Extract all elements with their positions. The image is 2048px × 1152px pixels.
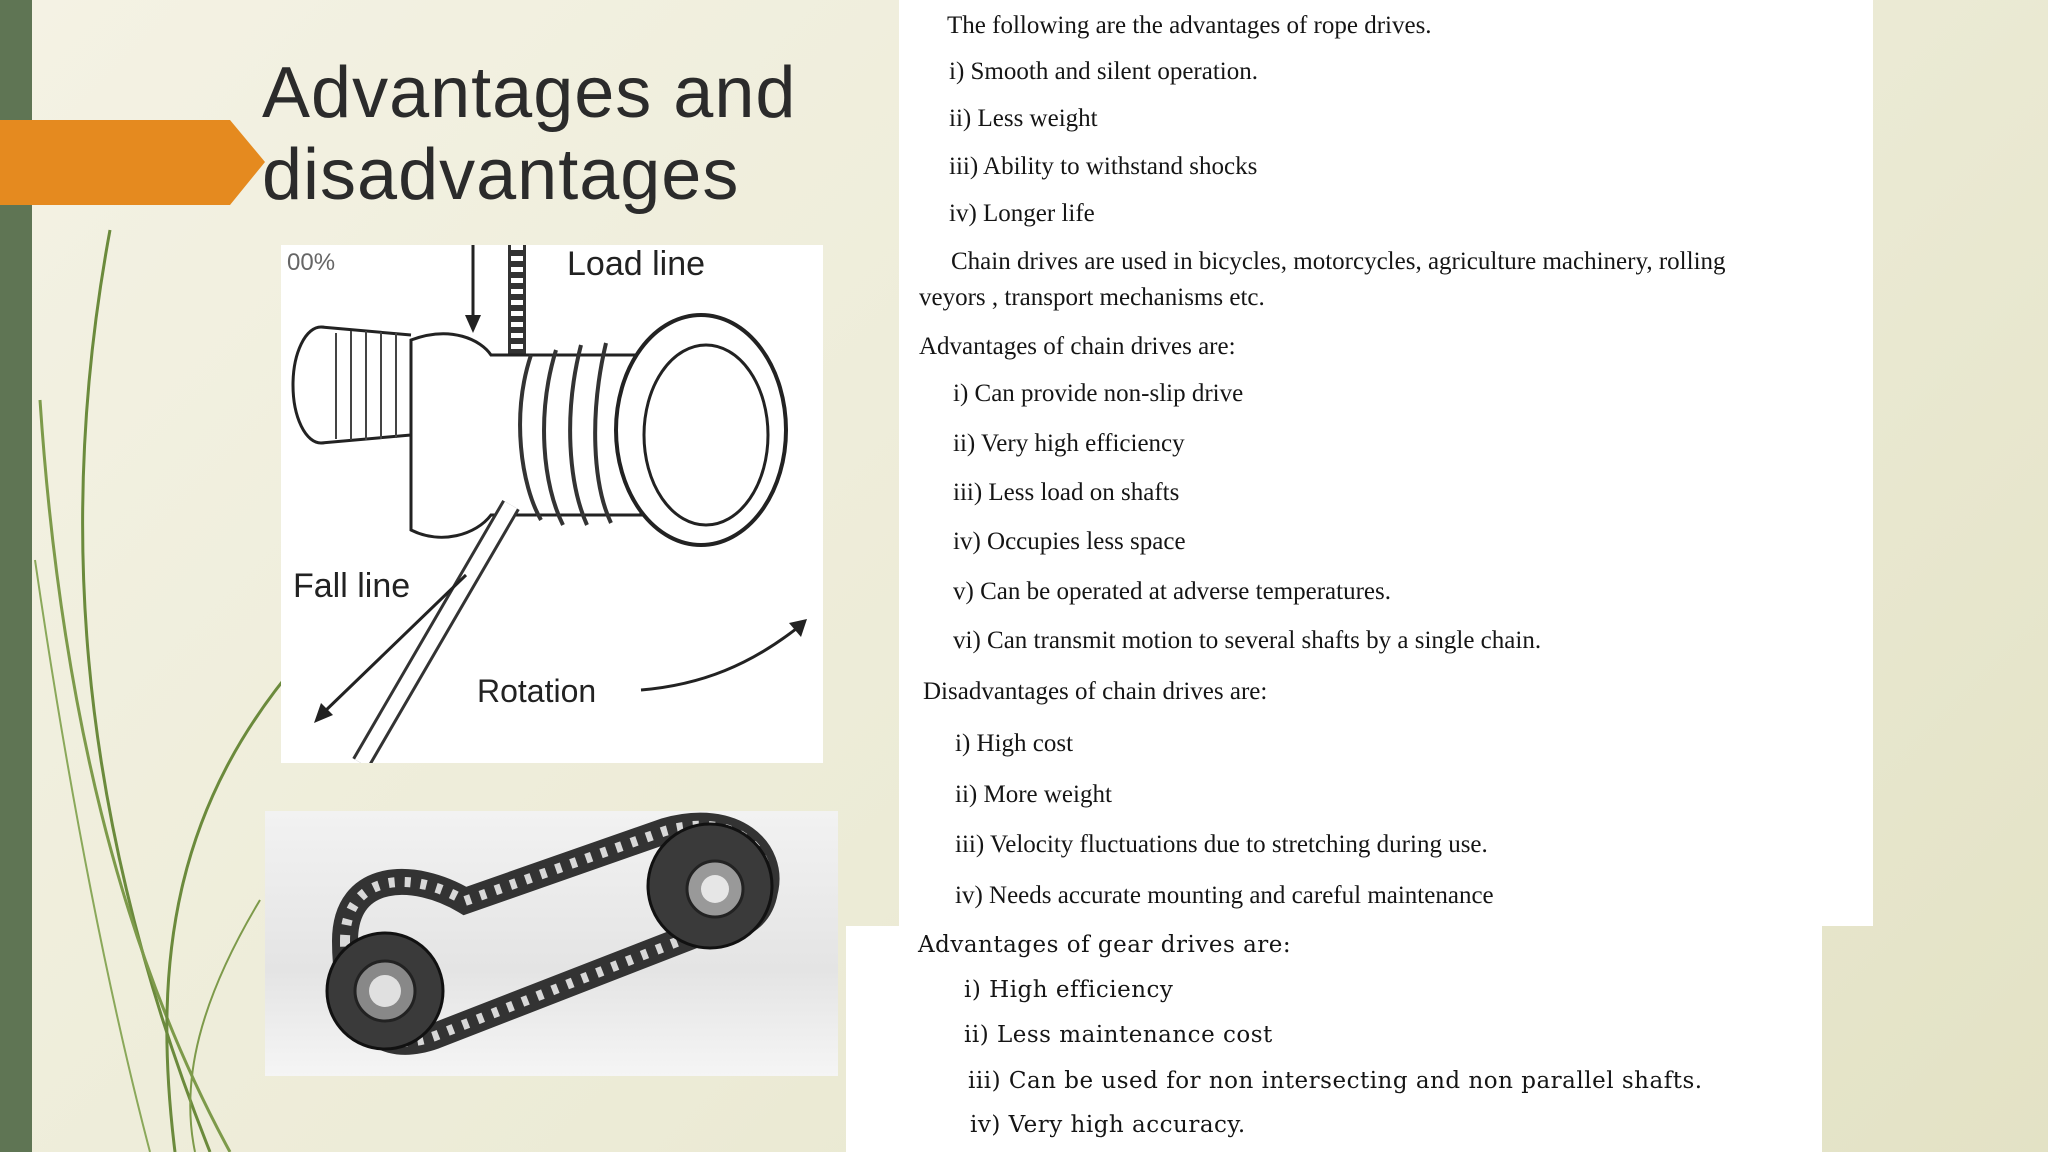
- chain-use-line-2: veyors , transport mechanisms etc.: [919, 284, 1265, 311]
- rotation-label: Rotation: [477, 673, 597, 709]
- chain-adv-item-4: iv) Occupies less space: [953, 528, 1186, 555]
- gear-item-1: i) High efficiency: [964, 977, 1174, 1003]
- chain-adv-item-5: v) Can be operated at adverse temperatures.: [953, 578, 1391, 605]
- chain-drive-figure: [265, 811, 838, 1076]
- title-arrow-marker: [0, 120, 265, 205]
- gear-item-3: iii) Can be used for non intersecting and non parallel shafts.: [968, 1068, 1703, 1094]
- chain-disadv-item-2: ii) More weight: [955, 781, 1112, 808]
- chain-adv-item-3: iii) Less load on shafts: [953, 479, 1180, 506]
- title-line-2: disadvantages: [262, 135, 740, 215]
- chain-disadv-item-4: iv) Needs accurate mounting and careful maintenance: [955, 882, 1494, 909]
- rope-item-4: iv) Longer life: [949, 200, 1095, 227]
- rope-item-2: ii) Less weight: [949, 105, 1098, 132]
- notes-document: [899, 0, 1873, 926]
- chain-disadv-item-3: iii) Velocity fluctuations due to stretching during use.: [955, 831, 1488, 858]
- chain-adv-heading: Advantages of chain drives are:: [919, 333, 1236, 360]
- chain-use-line-1: Chain drives are used in bicycles, motorcycles, agriculture machinery, rolling: [951, 248, 1726, 275]
- gear-heading: Advantages of gear drives are:: [918, 932, 1292, 958]
- chain-disadv-heading: Disadvantages of chain drives are:: [923, 678, 1268, 705]
- gear-item-2: ii) Less maintenance cost: [964, 1022, 1273, 1048]
- rope-drive-figure: [281, 245, 823, 763]
- chain-adv-item-2: ii) Very high efficiency: [953, 430, 1185, 457]
- chain-disadv-item-1: i) High cost: [955, 730, 1074, 757]
- corner-percent-label: 00%: [287, 249, 336, 276]
- gear-notes-document: [846, 926, 1822, 1152]
- rope-intro: The following are the advantages of rope drives.: [947, 12, 1432, 39]
- slide-title: [262, 52, 796, 216]
- gear-item-4: iv) Very high accuracy.: [970, 1112, 1246, 1138]
- title-line-1: Advantages and: [262, 53, 797, 133]
- fall-line-label: Fall line: [293, 567, 411, 605]
- rope-item-1: i) Smooth and silent operation.: [949, 58, 1258, 85]
- chain-adv-item-6: vi) Can transmit motion to several shafts by a single chain.: [953, 627, 1542, 654]
- chain-sprocket-icon: [265, 811, 838, 1076]
- load-line-label: Load line: [567, 245, 706, 283]
- rope-item-3: iii) Ability to withstand shocks: [949, 153, 1258, 180]
- chain-adv-item-1: i) Can provide non-slip drive: [953, 380, 1244, 407]
